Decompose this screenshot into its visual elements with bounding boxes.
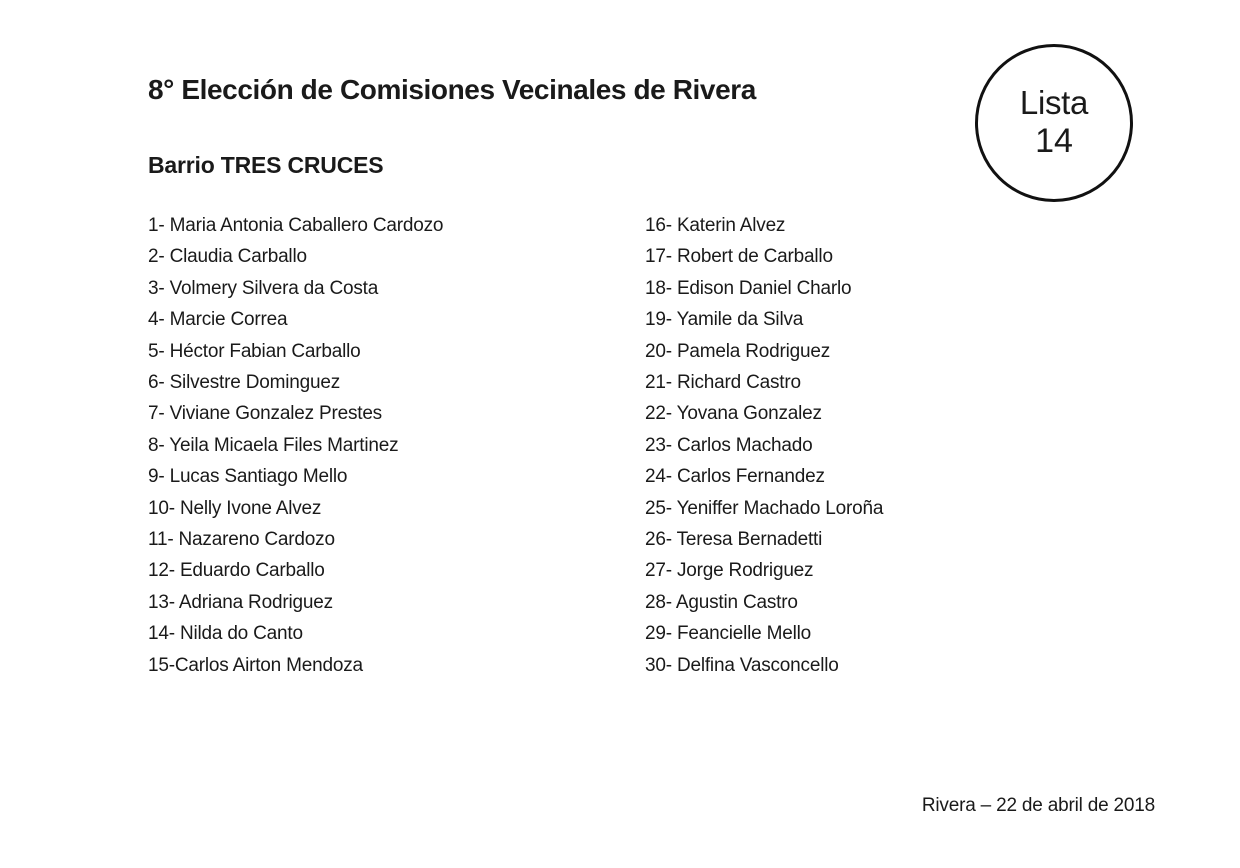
candidate-item: 3- Volmery Silvera da Costa — [148, 277, 379, 299]
candidate-item: 29- Feancielle Mello — [645, 623, 812, 645]
candidate-item: 20- Pamela Rodriguez — [645, 340, 831, 362]
candidate-item: 2- Claudia Carballo — [148, 246, 307, 268]
candidate-item: 5- Héctor Fabian Carballo — [148, 340, 361, 362]
candidate-item: 4- Marcie Correa — [148, 309, 288, 331]
candidate-item: 21- Richard Castro — [645, 372, 801, 394]
candidate-column-right — [645, 210, 883, 681]
barrio-heading: Barrio TRES CRUCES — [148, 152, 384, 178]
candidate-item: 10- Nelly Ivone Alvez — [148, 497, 322, 519]
candidate-item: 24- Carlos Fernandez — [645, 466, 825, 488]
candidate-item: 7- Viviane Gonzalez Prestes — [148, 403, 382, 425]
candidate-item: 23- Carlos Machado — [645, 434, 813, 456]
candidate-item: 16- Katerin Alvez — [645, 215, 786, 236]
candidate-item: 15-Carlos Airton Mendoza — [148, 654, 363, 676]
lista-badge — [975, 44, 1133, 202]
candidate-item: 26- Teresa Bernadetti — [645, 529, 823, 551]
candidate-item: 25- Yeniffer Machado Loroña — [645, 497, 884, 519]
candidate-item: 17- Robert de Carballo — [645, 246, 833, 268]
candidate-item: 30- Delfina Vasconcello — [645, 654, 839, 676]
candidate-item: 22- Yovana Gonzalez — [645, 403, 822, 425]
lista-badge-number: 14 — [1035, 122, 1073, 161]
candidate-item: 27- Jorge Rodriguez — [645, 560, 814, 582]
candidate-item: 11- Nazareno Cardozo — [148, 529, 335, 551]
candidate-item: 8- Yeila Micaela Files Martinez — [148, 434, 399, 456]
lista-badge-label: Lista — [1019, 84, 1089, 122]
footer-date: Rivera – 22 de abril de 2018 — [921, 795, 1155, 816]
document-title: 8° Elección de Comisiones Vecinales de Rivera — [148, 74, 756, 105]
candidate-item: 6- Silvestre Dominguez — [148, 372, 341, 394]
candidate-item: 9- Lucas Santiago Mello — [148, 466, 348, 488]
candidate-item: 1- Maria Antonia Caballero Cardozo — [148, 215, 444, 236]
candidate-item: 19- Yamile da Silva — [645, 309, 804, 331]
candidate-item: 13- Adriana Rodriguez — [148, 591, 333, 613]
candidate-item: 28- Agustin Castro — [645, 591, 798, 613]
candidate-item: 18- Edison Daniel Charlo — [645, 277, 852, 299]
candidate-item: 12- Eduardo Carballo — [148, 560, 325, 582]
candidate-item: 14- Nilda do Canto — [148, 623, 303, 645]
candidate-column-left — [148, 210, 443, 681]
